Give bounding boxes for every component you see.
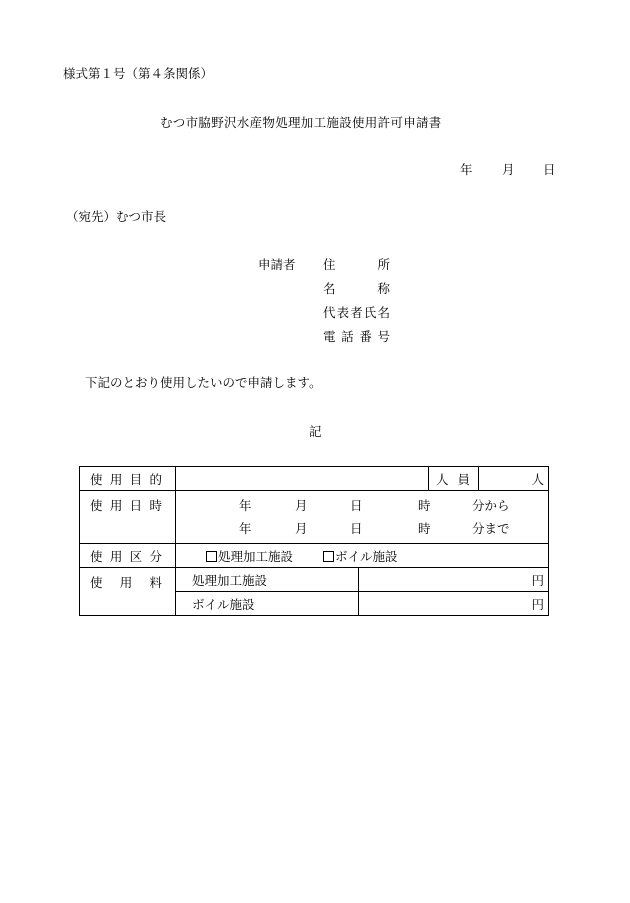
checkbox-processing-label: 処理加工施設 — [218, 548, 294, 564]
checkbox-processing[interactable] — [206, 549, 293, 564]
addressee: （宛先）むつ市長 — [66, 209, 167, 224]
people-unit: 人 — [531, 471, 544, 487]
date-day-label: 日 — [543, 162, 556, 177]
fee-boil-field[interactable] — [359, 592, 549, 616]
datetime-row — [80, 491, 549, 544]
people-field[interactable] — [479, 467, 549, 491]
to-day-unit: 日 — [350, 521, 363, 536]
datetime-from-line — [176, 494, 548, 517]
fee-boil-name: ボイル施設 — [176, 592, 359, 616]
request-statement: 下記のとおり使用したいので申請します。 — [85, 375, 322, 390]
date-month-label: 月 — [502, 162, 515, 177]
document-title: むつ市脇野沢水産物処理加工施設使用許可申請書 — [160, 115, 442, 130]
applicant-representative-label: 代表者氏名 — [323, 305, 390, 320]
form-number: 様式第１号（第４条関係） — [63, 66, 214, 81]
to-hour-unit: 時 — [418, 521, 431, 536]
to-suffix: 分まで — [472, 521, 510, 536]
people-label: 人員 — [429, 467, 479, 491]
category-field — [176, 544, 549, 568]
to-month-unit: 月 — [295, 521, 308, 536]
applicant-address-label: 住所 — [323, 257, 390, 272]
datetime-label: 使用日時 — [80, 491, 176, 544]
purpose-label: 使用目的 — [80, 467, 176, 491]
date-year-label: 年 — [460, 162, 473, 177]
applicant-label: 申請者 — [258, 257, 296, 272]
fee-row-processing — [80, 568, 549, 592]
category-row — [80, 544, 549, 568]
fee-processing-field[interactable] — [359, 568, 549, 592]
from-year-unit: 年 — [239, 498, 252, 513]
applicant-phone-label: 電話番号 — [323, 329, 390, 344]
fee-label: 使用料 — [80, 568, 176, 616]
from-month-unit: 月 — [295, 498, 308, 513]
applicant-name-label: 名称 — [323, 281, 390, 296]
from-day-unit: 日 — [350, 498, 363, 513]
to-year-unit: 年 — [239, 521, 252, 536]
checkbox-square-icon — [323, 551, 334, 562]
purpose-row — [80, 467, 549, 491]
usage-table — [79, 466, 549, 616]
from-suffix: 分から — [472, 498, 510, 513]
datetime-to-line — [176, 517, 548, 540]
datetime-field[interactable] — [176, 491, 549, 544]
ki-heading: 記 — [309, 424, 322, 439]
from-hour-unit: 時 — [418, 498, 431, 513]
fee-processing-unit: 円 — [531, 572, 544, 588]
purpose-field[interactable] — [176, 467, 429, 491]
fee-processing-name: 処理加工施設 — [176, 568, 359, 592]
fee-boil-unit: 円 — [531, 596, 544, 612]
category-label: 使用区分 — [80, 544, 176, 568]
checkbox-square-icon — [206, 551, 217, 562]
checkbox-boil[interactable] — [323, 549, 398, 564]
checkbox-boil-label: ボイル施設 — [335, 548, 398, 564]
